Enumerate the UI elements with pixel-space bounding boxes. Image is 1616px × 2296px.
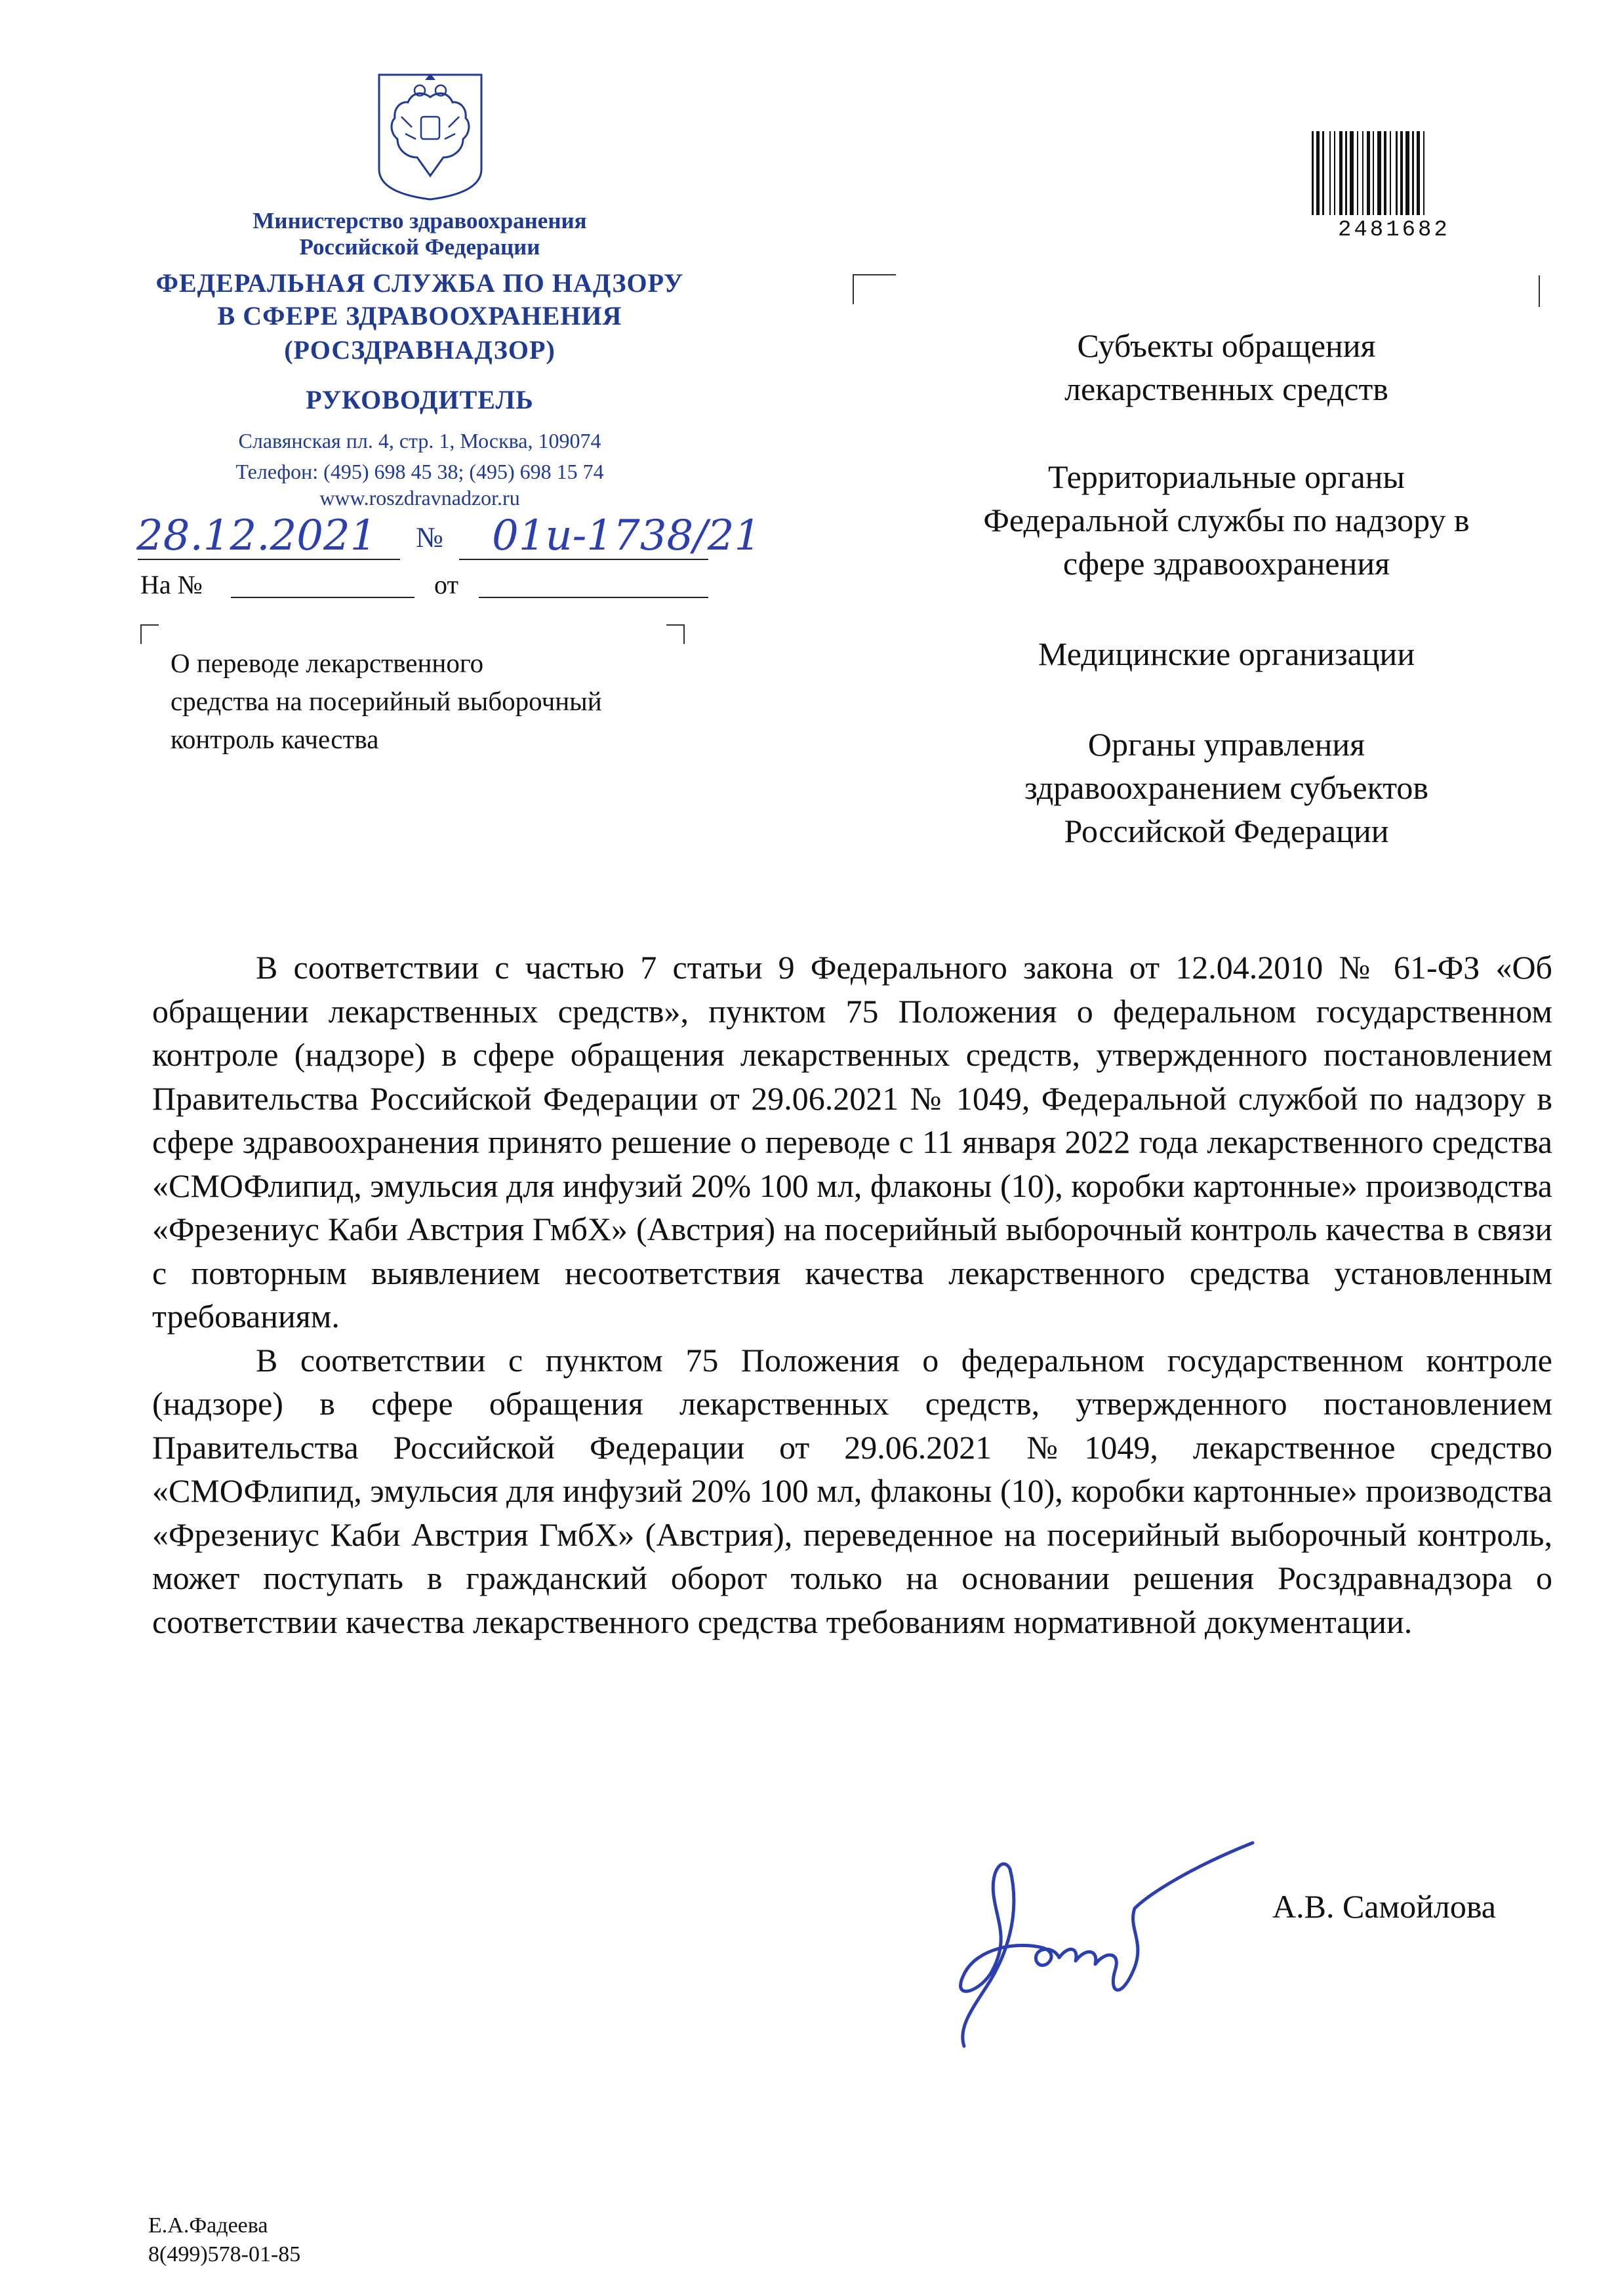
letter-body	[152, 946, 1552, 1643]
ministry-name-line1: Министерство здравоохранения	[253, 208, 587, 233]
website: www.roszdravnadzor.ru	[319, 486, 520, 510]
barcode-bar	[1405, 131, 1409, 215]
barcode-bar	[1329, 131, 1331, 215]
recipient-4-line2: здравоохранением субъектов	[1024, 769, 1429, 806]
subject-corner-left	[140, 624, 159, 644]
recipient-2	[899, 455, 1554, 585]
executor-phone: 8(499)578-01-85	[148, 2242, 301, 2266]
recipient-1-line1: Субъекты обращения	[1077, 327, 1376, 364]
barcode-bar	[1396, 131, 1398, 215]
barcode-bar	[1312, 131, 1314, 215]
reply-to-line	[231, 597, 414, 598]
head-title: РУКОВОДИТЕЛЬ	[306, 385, 534, 414]
barcode-bar	[1334, 131, 1335, 215]
recipient-4-line3: Российской Федерации	[1064, 813, 1389, 849]
service-name-line1: ФЕДЕРАЛЬНАЯ СЛУЖБА ПО НАДЗОРУ	[155, 268, 684, 298]
ministry-name-line2: Российской Федерации	[299, 234, 540, 260]
barcode-bar	[1423, 131, 1424, 215]
subject-line3: контроль качества	[171, 724, 379, 754]
recipient-2-line1: Территориальные органы	[1047, 458, 1405, 495]
number-sign: №	[416, 521, 443, 554]
number-underline	[459, 559, 708, 560]
subject	[171, 644, 602, 758]
body-paragraph-1: В соответствии с частью 7 статьи 9 Федерального закона от 12.04.2010 № 61-ФЗ «Об обращении лекарственных средств», пунктом 75 Положения о федеральном государственном контроле (надзоре) в сфере обращения лекарственных средств, утвержденного постановлением Правительства Российской Федерации от 29.06.2021 № 1049, Федеральной службой по надзору в сфере здравоохранения принято решение о переводе с 11 января 2022 года лекарственного средства «СМОФлипид, эмульсия для инфузий 20% 100 мл, флаконы (10), коробки картонные» производства «Фрезениус Каби Австрия ГмбХ» (Австрия) на посерийный выборочный контроль качества в связи с повторным выявлением несоответствия качества лекарственного средства установленным требованиям.	[152, 949, 1552, 1335]
barcode-bar	[1417, 131, 1420, 215]
barcode-number: 2481682	[1338, 218, 1450, 243]
barcode-bar	[1373, 131, 1374, 215]
service-name-line2: В СФЕРЕ ЗДРАВООХРАНЕНИЯ	[217, 301, 622, 331]
barcode-bar	[1412, 131, 1414, 215]
executor-name: Е.А.Фадеева	[148, 2213, 268, 2238]
service-name-line3: (РОСЗДРАВНАДЗОР)	[284, 335, 556, 365]
recipient-3	[899, 632, 1554, 675]
recipient-3-line1: Медицинские организации	[1038, 635, 1415, 672]
from-label: от	[434, 570, 458, 599]
subject-corner-right	[666, 624, 685, 644]
address-corner-left	[853, 274, 896, 304]
barcode-bar	[1357, 131, 1358, 215]
subject-line1: О переводе лекарственного	[171, 648, 484, 678]
from-line	[479, 597, 708, 598]
handwritten-number: 01и-1738/21	[492, 512, 761, 560]
date-underline	[138, 559, 400, 560]
barcode	[1312, 131, 1485, 215]
barcode-bar	[1377, 131, 1381, 215]
barcode-bar	[1400, 131, 1403, 215]
barcode-bar	[1367, 131, 1370, 215]
recipient-4	[899, 723, 1554, 853]
recipient-1	[899, 324, 1554, 411]
barcode-bar	[1316, 131, 1320, 215]
reply-to-label: На №	[140, 570, 203, 599]
barcode-bar	[1384, 131, 1386, 215]
barcode-bar	[1322, 131, 1324, 215]
coat-of-arms-emblem	[375, 71, 485, 202]
body-paragraph-2: В соответствии с пунктом 75 Положения о федеральном государственном контроле (надзоре) в сфере обращения лекарственных средств, утвержденного постановлением Правительства Российской Федерации от 29.06.2021 №1049, лекарственное средство «СМОФлипид, эмульсия для инфузий 20% 100 мл, флаконы (10), коробки картонные» производства «Фрезениус Каби Австрия ГмбХ» (Австрия), переведенное на посерийный выборочный контроль, может поступать в гражданский оборот только на основании решения Росздравнадзора о соответствии качества лекарственного средства требованиям нормативной документации.	[152, 1341, 1552, 1640]
subject-line2: средства на посерийный выборочный	[171, 686, 602, 716]
handwritten-date: 28.12.2021	[136, 512, 377, 560]
barcode-bar	[1390, 131, 1391, 215]
barcode-bar	[1345, 131, 1347, 215]
signatory-name: А.В. Самойлова	[1272, 1888, 1496, 1925]
recipient-4-line1: Органы управления	[1087, 726, 1365, 763]
executor	[148, 2211, 300, 2269]
barcode-bar	[1339, 131, 1343, 215]
barcode-bar	[1362, 131, 1364, 215]
address-corner-right	[1539, 275, 1540, 307]
barcode-bar	[1350, 131, 1354, 215]
handwritten-signature	[912, 1830, 1279, 2066]
recipient-2-line3: сфере здравоохранения	[1062, 545, 1390, 582]
recipient-1-line2: лекарственных средств	[1064, 371, 1388, 407]
address: Славянская пл. 4, стр. 1, Москва, 109074	[238, 429, 601, 453]
recipient-2-line2: Федеральной службы по надзору в	[983, 502, 1470, 538]
phone: Телефон: (495) 698 45 38; (495) 698 15 74	[235, 460, 604, 483]
